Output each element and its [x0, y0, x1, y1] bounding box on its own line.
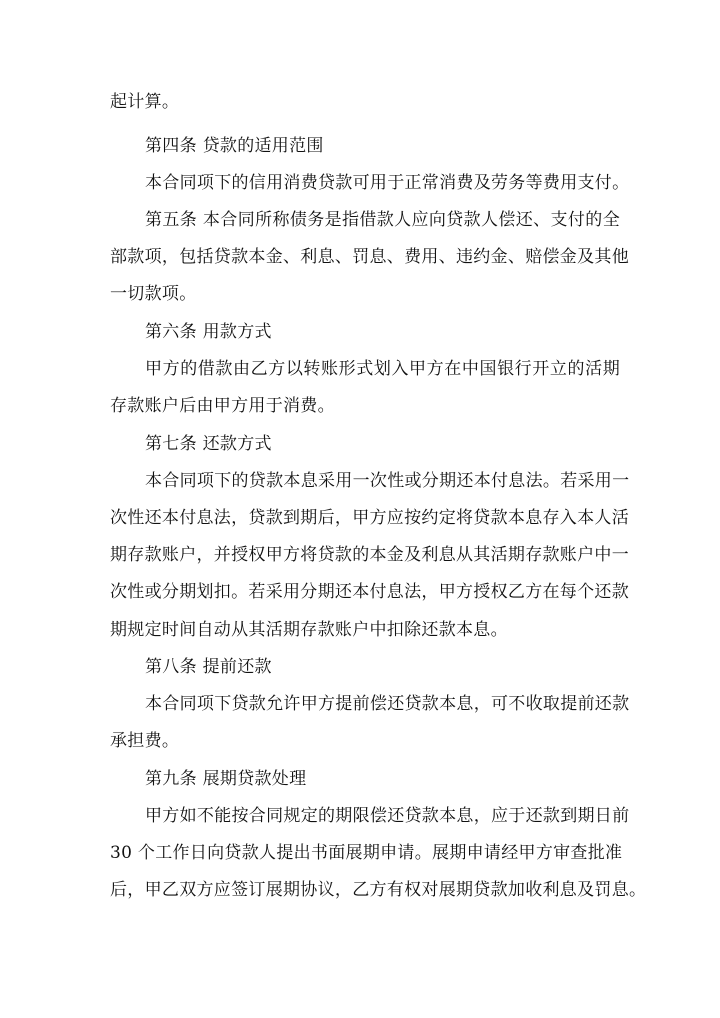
- article-5-line: 部款项，包括贷款本金、利息、罚息、费用、违约金、赔偿金及其他: [110, 247, 629, 267]
- article-7-body-line: 期存款账户，并授权甲方将贷款的本金及利息从其活期存款账户中一: [110, 545, 629, 565]
- article-6-body-line: 存款账户后由甲方用于消费。: [110, 396, 335, 416]
- article-5-line: 第五条 本合同所称债务是指借款人应向贷款人偿还、支付的全: [145, 210, 620, 230]
- article-8-body-line: 承担费。: [110, 731, 180, 751]
- article-8-body-line: 本合同项下贷款允许甲方提前偿还贷款本息，可不收取提前还款: [145, 694, 630, 714]
- article-6-heading: 第六条 用款方式: [145, 322, 272, 342]
- article-9-body-line: 30 个工作日向贷款人提出书面展期申请。展期申请经甲方审查批准: [110, 843, 623, 863]
- article-5-line: 一切款项。: [110, 284, 197, 304]
- article-4-heading: 第四条 贷款的适用范围: [145, 136, 324, 156]
- article-7-body-line: 次性或分期划扣。若采用分期还本付息法，甲方授权乙方在每个还款: [110, 582, 629, 602]
- text-line-continuation: 起计算。: [110, 92, 180, 112]
- article-6-body-line: 甲方的借款由乙方以转账形式划入甲方在中国银行开立的活期: [145, 359, 620, 379]
- article-4-body-line: 本合同项下的信用消费贷款可用于正常消费及劳务等费用支付。: [145, 173, 630, 193]
- article-7-body-line: 期规定时间自动从其活期存款账户中扣除还款本息。: [110, 620, 508, 640]
- article-9-body-line: 甲方如不能按合同规定的期限偿还贷款本息，应于还款到期日前: [145, 806, 630, 826]
- article-7-body-line: 本合同项下的贷款本息采用一次性或分期还本付息法。若采用一: [145, 471, 630, 491]
- article-9-heading: 第九条 展期贷款处理: [145, 769, 307, 789]
- article-9-body-line: 后，甲乙双方应签订展期协议，乙方有权对展期贷款加收利息及罚息。: [110, 880, 647, 900]
- article-7-heading: 第七条 还款方式: [145, 434, 272, 454]
- article-7-body-line: 次性还本付息法，贷款到期后，甲方应按约定将贷款本息存入本人活: [110, 508, 629, 528]
- article-8-heading: 第八条 提前还款: [145, 657, 272, 677]
